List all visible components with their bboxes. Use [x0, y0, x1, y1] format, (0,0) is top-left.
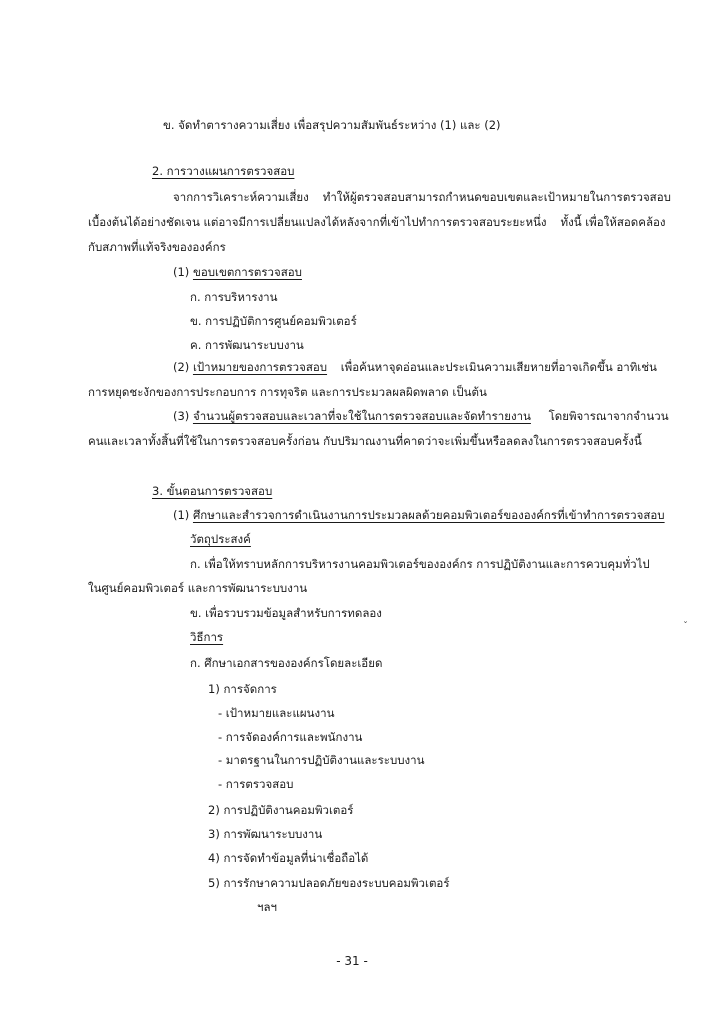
goal-number: (2): [173, 360, 190, 374]
section-2-para-line-3: กับสภาพที่แท้จริงขององค์กร: [88, 240, 226, 254]
sub-1-bullet-4: - การตรวจสอบ: [218, 777, 294, 791]
scope-item-a: ก. การบริหารงาน: [190, 290, 278, 304]
goal-text: เพื่อค้นหาจุดอ่อนและประเมินความเสียหายที่อาจเกิดขึ้น อาทิเช่น: [340, 360, 657, 374]
section-2-para-line-1: [173, 189, 671, 205]
section-2-heading: 2. การวางแผนการตรวจสอบ: [152, 164, 295, 178]
scope-item-c: ค. การพัฒนาระบบงาน: [190, 338, 304, 352]
stray-scan-mark: ˇ: [683, 621, 688, 632]
staff-number: (3): [173, 409, 190, 423]
sub-item-2: 2) การปฏิบัติงานคอมพิวเตอร์: [208, 803, 354, 817]
sub-item-5: 5) การรักษาความปลอดภัยของระบบคอมพิวเตอร์: [208, 876, 450, 890]
para-line-2-part-a: เบื้องต้นได้อย่างชัดเจน แต่อาจมีการเปลี่ยนแปลงได้หลังจากที่เข้าไปทำการตรวจสอบระยะหนึ่ง: [88, 215, 547, 229]
objective-b: ข. เพื่อรวบรวมข้อมูลสำหรับการทดลอง: [190, 606, 382, 620]
study-number: (1): [173, 508, 190, 522]
scope-number: (1): [173, 265, 190, 279]
section-3-heading: 3. ขั้นตอนการตรวจสอบ: [152, 484, 273, 498]
page-number: - 31 -: [336, 954, 368, 968]
method-label: วิธีการ: [190, 630, 224, 644]
para-line-1-part-a: จากการวิเคราะห์ความเสี่ยง: [173, 190, 309, 204]
objective-a: ก. เพื่อให้ทราบหลักการบริหารงานคอมพิวเตอร์ขององค์กร การปฏิบัติงานและการควบคุมทั่วไป: [190, 557, 650, 571]
sub-item-1: 1) การจัดการ: [208, 682, 277, 696]
sub-1-bullet-3: - มาตรฐานในการปฏิบัติงานและระบบงาน: [218, 753, 425, 767]
staff-line-1: [173, 408, 669, 424]
staff-line-2: คนและเวลาทั้งสิ้นที่ใช้ในการตรวจสอบครั้งก่อน กับปริมาณงานที่คาดว่าจะเพิ่มขึ้นหรือลดลงในการตรวจสอบครั้งนี้: [88, 434, 642, 448]
goal-line-2: การหยุดชะงักของการประกอบการ การทุจริต และการประมวลผลผิดพลาด เป็นต้น: [88, 385, 487, 399]
goal-label: เป้าหมายของการตรวจสอบ: [192, 360, 328, 374]
study-label: ศึกษาและสำรวจการดำเนินงานการประมวลผลด้วยคอมพิวเตอร์ขององค์กรที่เข้าทำการตรวจสอบ: [192, 508, 665, 522]
method-a: ก. ศึกษาเอกสารขององค์กรโดยละเอียด: [190, 656, 383, 670]
objective-label: วัตถุประสงค์: [190, 532, 251, 546]
intro-item: ข. จัดทำตารางความเสี่ยง เพื่อสรุปความสัมพันธ์ระหว่าง (1) และ (2): [163, 118, 501, 132]
sub-1-bullet-1: - เป้าหมายและแผนงาน: [218, 706, 335, 720]
scope-item-b: ข. การปฏิบัติการศูนย์คอมพิวเตอร์: [190, 314, 357, 328]
para-line-1-part-b: ทำให้ผู้ตรวจสอบสามารถกำหนดขอบเขตและเป้าหมายในการตรวจสอบ: [322, 190, 671, 204]
scope-label: ขอบเขตการตรวจสอบ: [192, 265, 302, 279]
para-line-2-part-b: ทั้งนี้ เพื่อให้สอดคล้อง: [560, 215, 666, 229]
sub-item-3: 3) การพัฒนาระบบงาน: [208, 827, 323, 841]
section-2-para-line-2: [88, 214, 666, 230]
objective-a-line-2: ในศูนย์คอมพิวเตอร์ และการพัฒนาระบบงาน: [88, 581, 308, 595]
staff-text: โดยพิจารณาจากจำนวน: [548, 409, 669, 423]
etc-mark: ฯลฯ: [257, 900, 277, 914]
staff-label: จำนวนผู้ตรวจสอบและเวลาที่จะใช้ในการตรวจสอบและจัดทำรายงาน: [192, 409, 531, 423]
goal-line-1: [173, 359, 657, 375]
sub-1-bullet-2: - การจัดองค์การและพนักงาน: [218, 730, 363, 744]
sub-item-4: 4) การจัดทำข้อมูลที่น่าเชื่อถือได้: [208, 851, 369, 865]
scope-heading: [173, 264, 302, 280]
study-heading: [173, 507, 665, 523]
